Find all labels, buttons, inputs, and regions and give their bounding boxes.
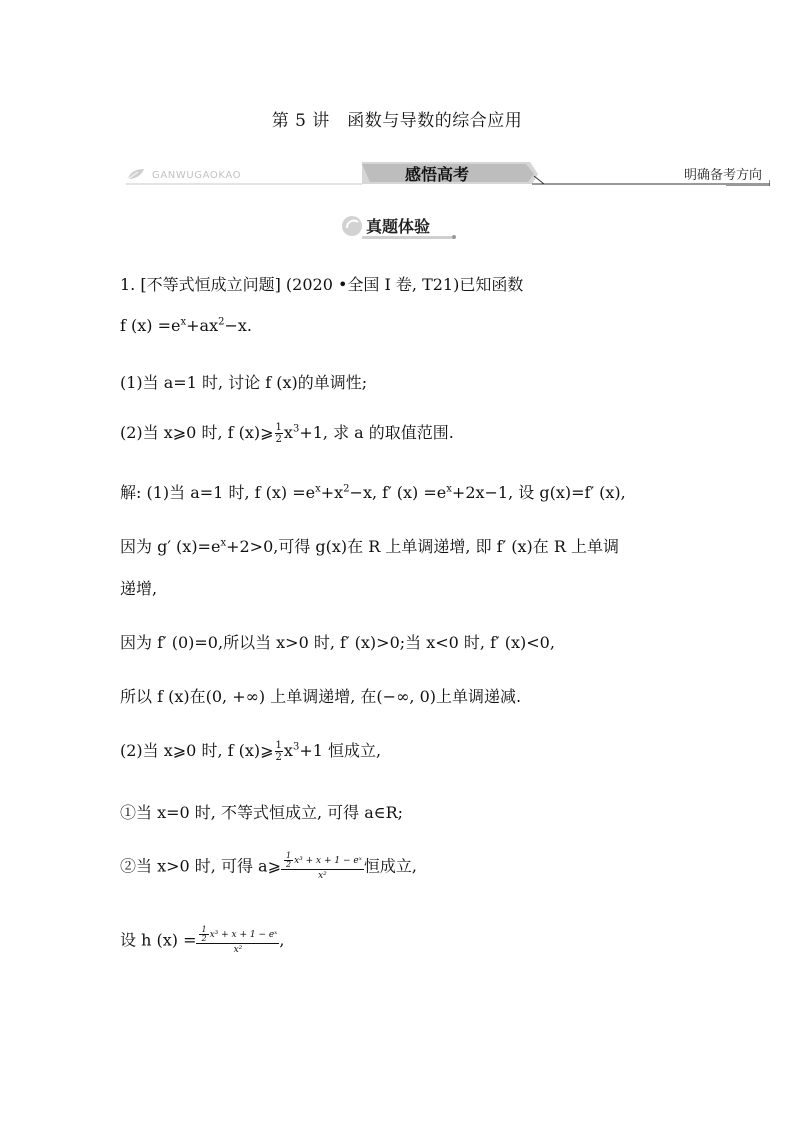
q2-mid: x xyxy=(283,423,293,442)
section-title: 真题体验 xyxy=(366,217,431,236)
s8-suffix: 恒成立, xyxy=(363,856,417,876)
s6-sup: 3 xyxy=(292,741,300,753)
s6-fraction xyxy=(275,740,283,763)
q2-frac-num: 1 xyxy=(275,422,282,433)
q2-fraction xyxy=(275,422,283,445)
s1-d: +2x−1, 设 g(x)=f′ (x), xyxy=(451,483,626,502)
fx-sup2: 2 xyxy=(218,316,225,328)
solution-line-9 xyxy=(120,926,284,956)
problem-function xyxy=(120,316,252,335)
s2-sup: x xyxy=(220,537,227,549)
s9-frac-den: x² xyxy=(233,945,243,955)
banner-center-text: 感悟高考 xyxy=(404,165,469,184)
s9-half-num: 1 xyxy=(201,925,207,934)
fx-prefix: f (x) =e xyxy=(120,316,181,335)
problem-line-1: 1. [不等式恒成立问题] (2020 •全国 I 卷, T21)已知函数 xyxy=(120,275,524,294)
s6-frac-den: 2 xyxy=(275,752,282,763)
solution-line-2 xyxy=(120,534,619,557)
solution-line-5: 所以 f (x)在(0, +∞) 上单调递增, 在(−∞, 0)上单调递减. xyxy=(120,687,522,706)
solution-line-3: 递增, xyxy=(120,579,158,598)
leaf-icon xyxy=(126,167,148,181)
solution-line-1 xyxy=(120,480,626,503)
s9-fraction xyxy=(196,926,279,956)
s1-sup-a: x xyxy=(315,483,321,495)
solution-line-6 xyxy=(120,738,381,763)
q2-sup: 3 xyxy=(292,423,300,435)
banner-right-text: 明确备考方向 xyxy=(683,168,762,183)
s1-c: −x, f′ (x) =e xyxy=(349,483,447,502)
s2-b: +2>0,可得 g(x)在 R 上单调递增, 即 f′ (x)在 R 上单调 xyxy=(226,537,620,556)
s8-prefix: ②当 x>0 时, 可得 a⩾ xyxy=(120,856,281,876)
s6-prefix: (2)当 x⩾0 时, f (x)⩾ xyxy=(120,741,274,760)
s9-num-text: x³ + x + 1 − eˣ xyxy=(209,930,278,940)
s8-half-num: 1 xyxy=(286,851,292,860)
s8-frac-den: x² xyxy=(318,871,327,881)
s6-suffix: +1 恒成立, xyxy=(299,741,382,760)
banner-center xyxy=(362,160,532,184)
s8-half-den: 2 xyxy=(286,860,292,869)
s1-b: +x xyxy=(320,483,344,502)
q2-suffix: +1, 求 a 的取值范围. xyxy=(299,423,454,442)
s1-sup-b: 2 xyxy=(343,483,350,495)
banner-left-text: GANWUGAOKAO xyxy=(152,170,242,181)
s1-sup-c: x xyxy=(446,483,452,495)
q2-frac-den: 2 xyxy=(275,434,282,445)
solution-line-7: ①当 x=0 时, 不等式恒成立, 可得 a∈R; xyxy=(120,803,404,822)
s8-num-text: x³ + x + 1 − eˣ xyxy=(294,856,362,866)
section-heading xyxy=(338,210,458,240)
problem-q1: (1)当 a=1 时, 讨论 f (x)的单调性; xyxy=(120,373,368,392)
s8-frac-num xyxy=(281,852,364,870)
section-banner xyxy=(126,160,770,186)
s6-frac-num: 1 xyxy=(275,740,282,751)
problem-q2 xyxy=(120,420,454,445)
s8-fraction xyxy=(281,852,364,882)
s9-half-den: 2 xyxy=(201,934,207,943)
solution-line-8 xyxy=(120,852,417,882)
page-title: 第 5 讲 函数与导数的综合应用 xyxy=(271,111,523,131)
s9-prefix: 设 h (x) = xyxy=(120,930,197,950)
fx-mid: +ax xyxy=(186,316,219,335)
solution-line-4: 因为 f′ (0)=0,所以当 x>0 时, f′ (x)>0;当 x<0 时, f′ (x)<0, xyxy=(120,633,555,652)
s1-a: 解: (1)当 a=1 时, f (x) =e xyxy=(120,483,316,502)
s9-suffix: , xyxy=(279,930,285,950)
fx-suffix: −x. xyxy=(224,316,252,335)
s2-a: 因为 g′ (x)=e xyxy=(120,537,221,556)
fx-sup1: x xyxy=(180,316,187,328)
s6-mid: x xyxy=(283,741,293,760)
s9-frac-num xyxy=(196,926,279,944)
q2-prefix: (2)当 x⩾0 时, f (x)⩾ xyxy=(120,423,274,442)
